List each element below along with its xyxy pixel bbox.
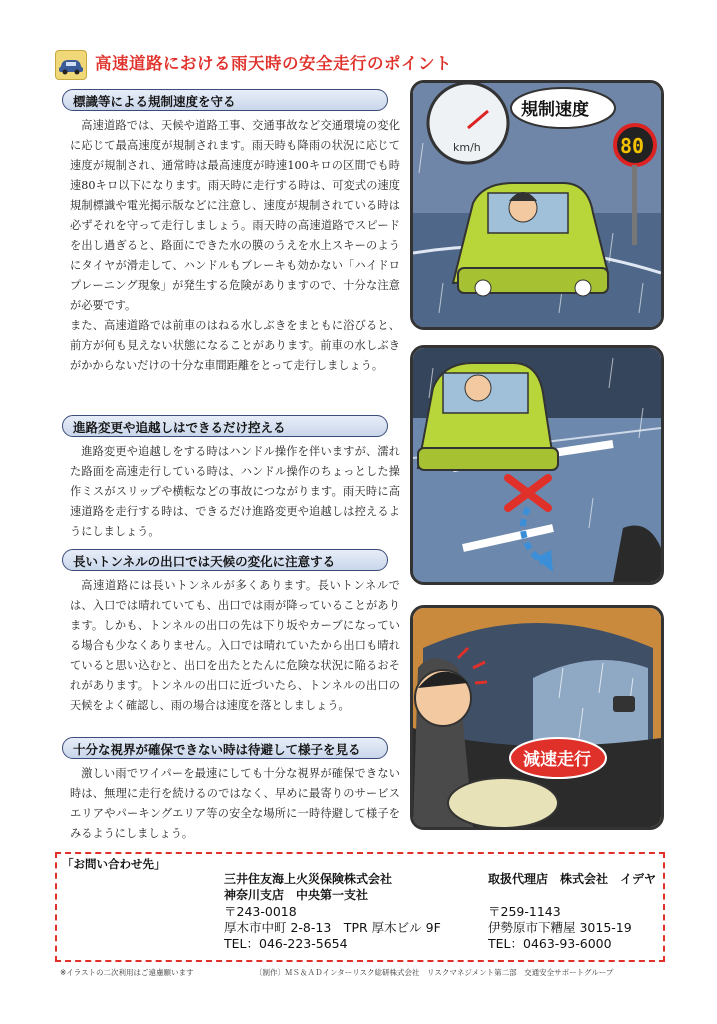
insurer-tel: TEL：046-223-5654 — [224, 936, 348, 951]
agent-tel: TEL：0463-93-6000 — [488, 936, 612, 951]
page-title: 高速道路における雨天時の安全走行のポイント — [95, 54, 452, 73]
footer-credit: 〔制作〕ＭＳ＆ＡＤインターリスク総研株式会社 リスクマネジメント第二部 交通安全サポートグループ — [255, 968, 614, 977]
car-icon — [55, 50, 87, 80]
section-heading-speed: 標識等による規制速度を守る — [62, 89, 388, 111]
section-heading-visibility: 十分な視界が確保できない時は待避して様子を見る — [62, 737, 388, 759]
illustration-speed-limit — [410, 80, 664, 330]
insurer-branch: 神奈川支店 中央第一支社 — [224, 888, 369, 902]
section-body-lane-change: 進路変更や追越しをする時はハンドル操作を伴いますが、濡れた路面を高速走行している時は、ハンドル操作のちょっとした操作ミスがスリップや横転などの事故につながります。雨天時に高速道路を走行する時は、できるだけ進路変更や追越しは控えるようにしましょう。 — [70, 445, 400, 538]
agent-name: 取扱代理店 株式会社 イデヤ — [488, 872, 657, 886]
section-body-speed: 高速道路では、天候や道路工事、交通事故など交通環境の変化に応じて最高速度が規制されます。雨天時も降雨の状況に応じて速度が規制され、通常時は最高速度が時速100キロの区間でも時速80キロ以下になります。雨天時に走行する時は、可変式の速度規制標識や電光掲示版などに注意し、速度が規制されている時は必ずそれを守って走行しましょう。雨天時の高速道路でスピードを出し過ぎると、路面にできた水の膜のうえを水上スキーのようにタイヤが滑走して、ハンドルもブレーキも効かない「ハイドロプレーニング現象」が発生する危険がありますので、十分な注意が必要です。 また、高速道路では前車のはねる水しぶきをまともに浴びると、前方が何も見えない状態になることがあります。前車の水しぶきがかからないだけの十分な車間距離をとって走行しましょう。 — [70, 119, 400, 372]
section-heading-tunnel: 長いトンネルの出口では天候の変化に注意する — [62, 549, 388, 571]
section-body-visibility: 激しい雨でワイパーを最速にしても十分な視界が確保できない時は、無理に走行を続けるのではなく、早めに最寄りのサービスエリアやパーキングエリア等の安全な場所に一時待避して様子をみるようにしましょう。 — [70, 767, 400, 840]
speed-sign-value: 80 — [620, 134, 645, 158]
insurer-company: 三井住友海上火災保険株式会社 — [224, 872, 393, 886]
agent-postal: 〒259-1143 — [488, 904, 561, 919]
decelerate-bubble: 減速走行 — [523, 750, 591, 770]
speed-limit-bubble: 規制速度 — [521, 100, 589, 120]
insurer-address: 厚木市中町 2-8-13 TPR 厚木ビル 9F — [224, 920, 441, 935]
section-heading-lane-change: 進路変更や追越しはできるだけ控える — [62, 415, 388, 437]
section-body-tunnel: 高速道路には長いトンネルが多くあります。長いトンネルでは、入口では晴れていても、出口では雨が降っていることがあります。しかも、トンネルの出口の先は下り坂やカーブになっている場合も少なくありません。入口では晴れていたから出口も晴れていると思い込むと、出口を出たとたんに危険な状況に陥るおそれがあります。トンネルの出口に近づいたら、トンネルの出口の天候をよく確認し、雨の場合は速度を落としましょう。 — [70, 579, 400, 712]
illustration-tunnel-exit — [410, 605, 664, 830]
speedometer-unit: km/h — [453, 141, 481, 154]
agent-address: 伊勢原市下糟屋 3015-19 — [488, 920, 632, 935]
contact-label: 「お問い合わせ先」 — [62, 857, 166, 871]
insurer-postal: 〒243-0018 — [224, 904, 297, 919]
illustration-lane-change — [410, 345, 664, 585]
footer-note: ※イラストの二次利用はご遠慮願います — [60, 968, 194, 977]
